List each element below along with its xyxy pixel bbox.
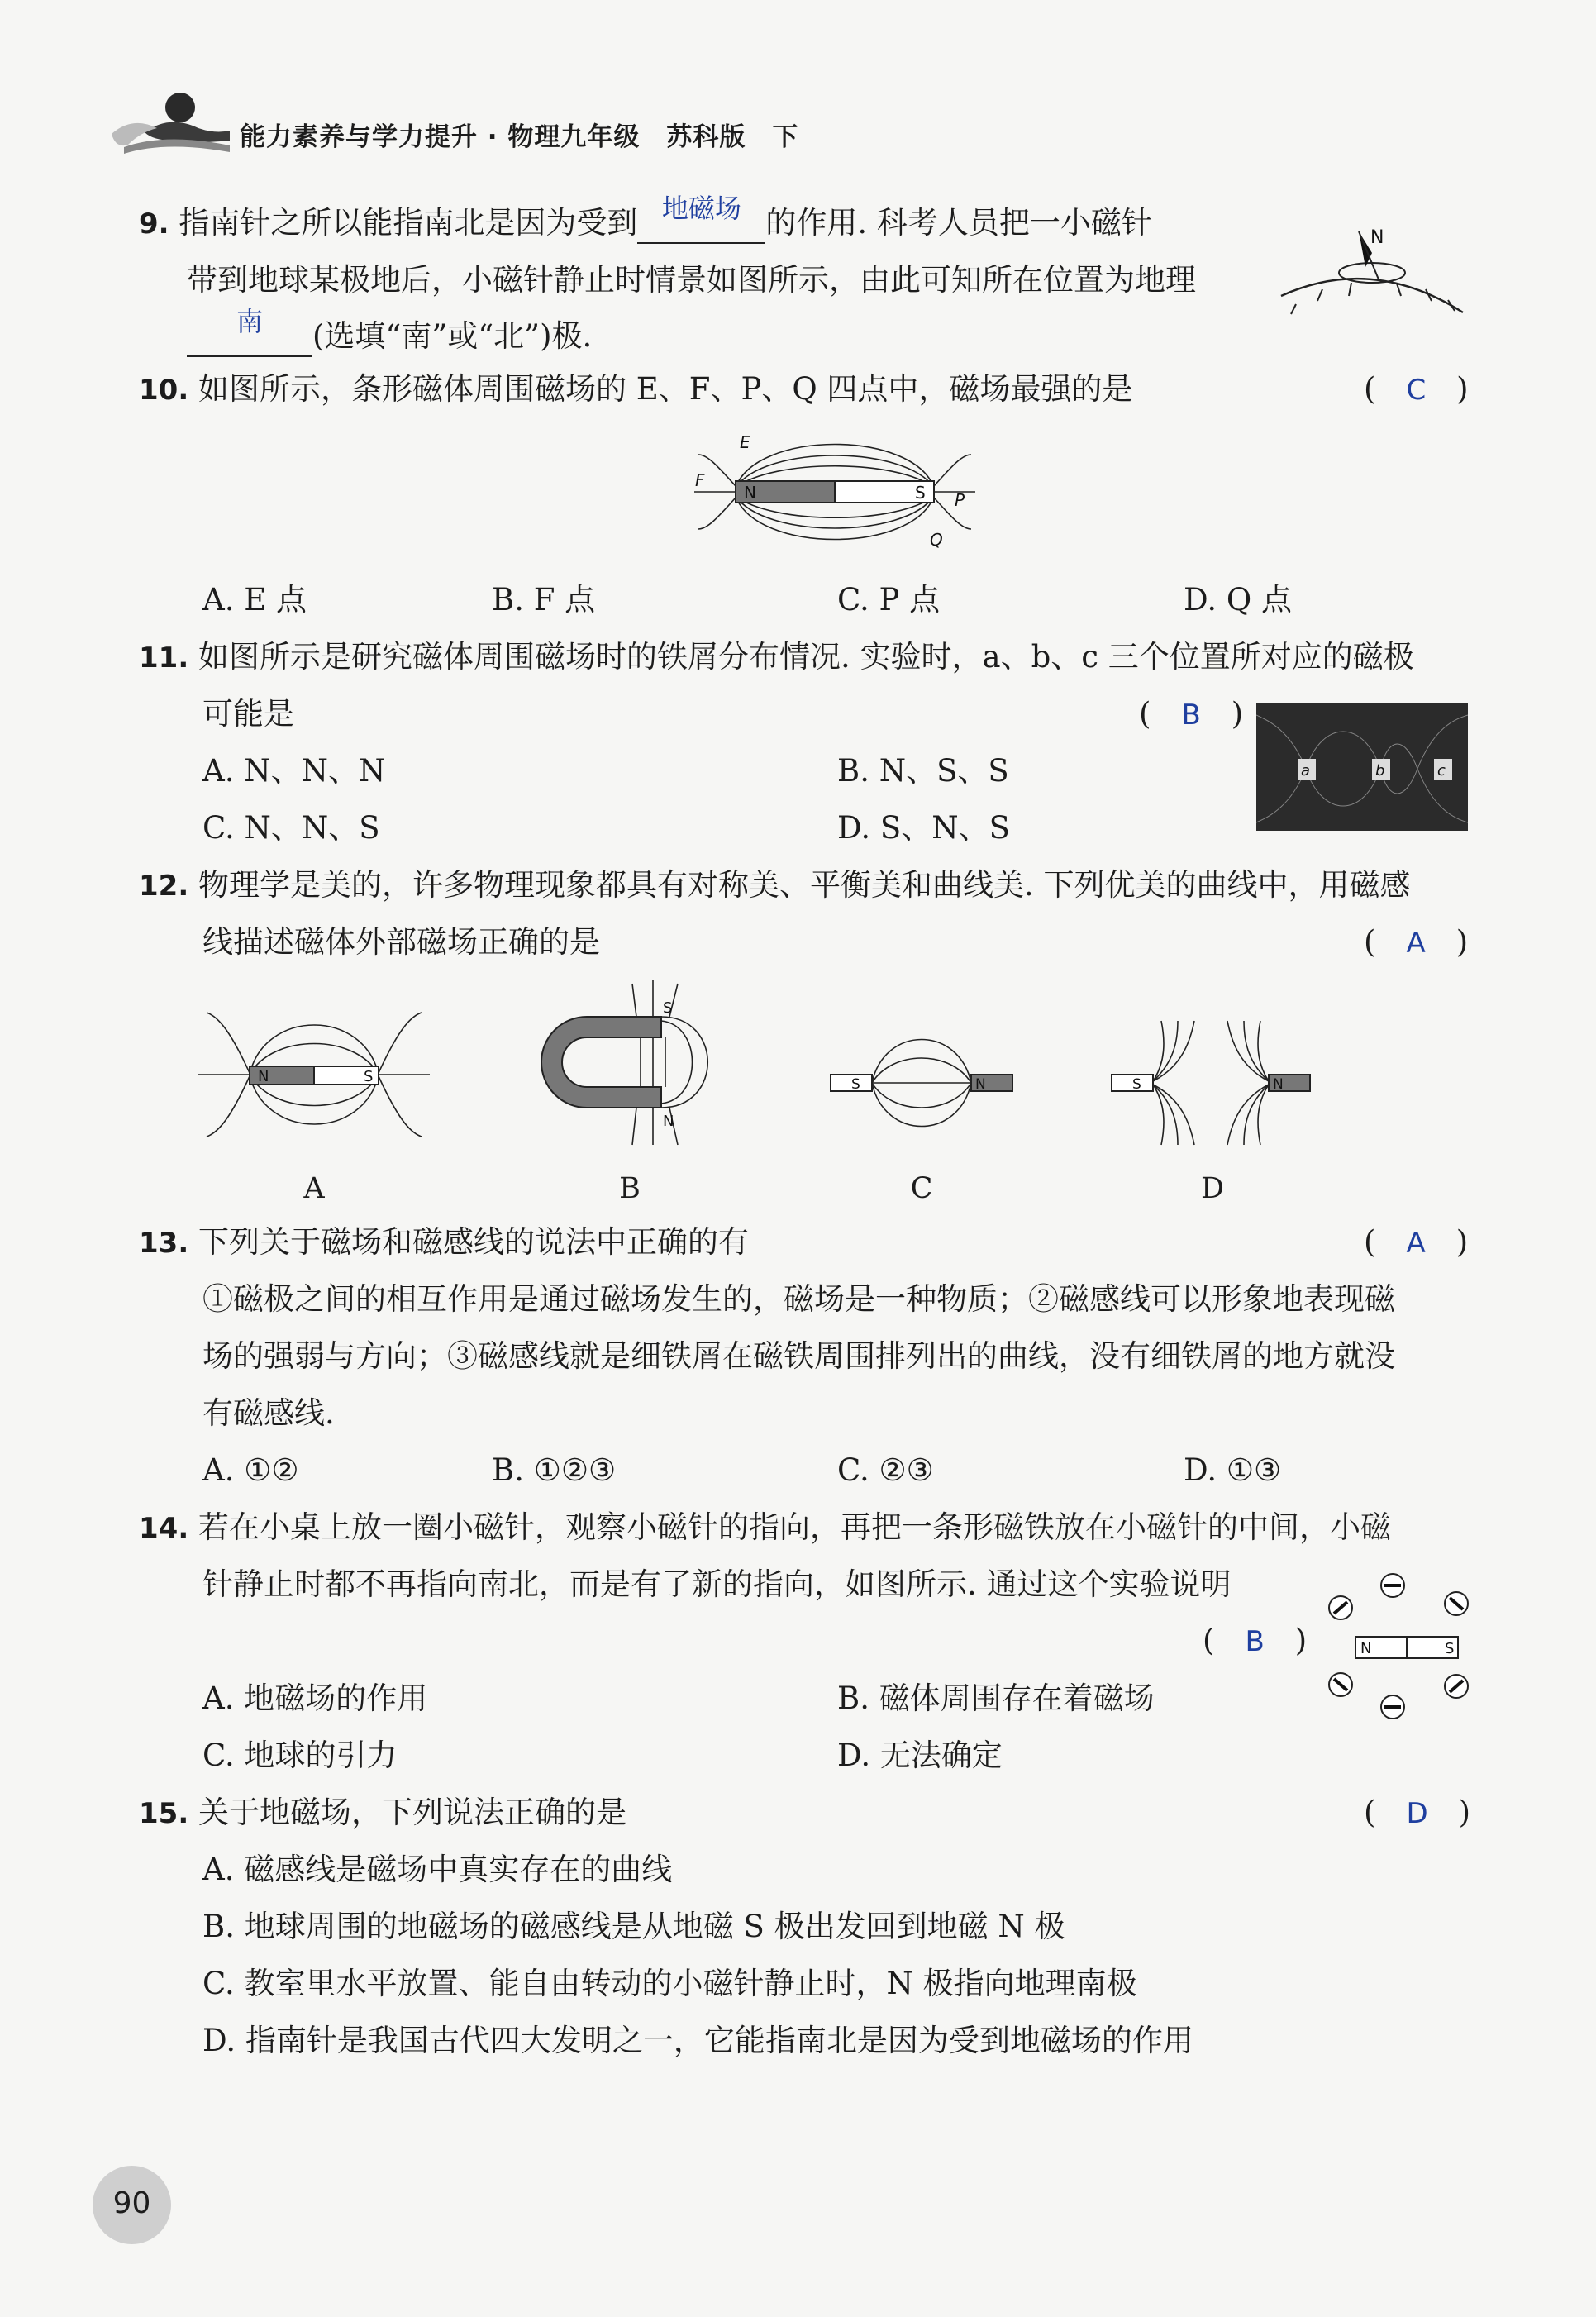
- question-number: 13.: [139, 1227, 189, 1260]
- answer-letter: A: [1406, 927, 1426, 960]
- q13-option-a[interactable]: A. ①②: [202, 1452, 299, 1488]
- q12-figure-c: [827, 1017, 1017, 1149]
- q9-compass-figure: [1273, 222, 1471, 321]
- q14-option-b[interactable]: B. 磁体周围存在着磁场: [837, 1681, 1155, 1716]
- answer-letter: C: [1406, 374, 1427, 407]
- q12-line2: 线描述磁体外部磁场正确的是: [202, 924, 600, 960]
- q9-line3: 南 (选填“南”或“北”)极.: [187, 317, 592, 357]
- pole-s-label: S: [1445, 1640, 1455, 1657]
- answer-blank: 地磁场: [637, 204, 765, 244]
- q11-option-a[interactable]: A. N、N、N: [202, 753, 386, 789]
- pole-n-label: N: [975, 1076, 986, 1093]
- q12-caption-c[interactable]: C: [910, 1172, 933, 1205]
- q13-answer-paren: ( A ): [1364, 1224, 1469, 1260]
- q9-line1: 9. 指南针之所以能指南北是因为受到 地磁场 的作用. 科考人员把一小磁针: [139, 204, 1152, 244]
- q10-bar-magnet-figure: [690, 430, 979, 566]
- q13-option-b[interactable]: B. ①②③: [492, 1452, 617, 1488]
- pole-s-label: S: [364, 1068, 374, 1085]
- q14-compass-ring-figure: [1322, 1571, 1479, 1723]
- q15-option-c[interactable]: C. 教室里水平放置、能自由转动的小磁针静止时，N 极指向地理南极: [202, 1966, 1137, 2001]
- q13-option-c[interactable]: C. ②③: [837, 1452, 934, 1488]
- q12-figure-a: [198, 1000, 430, 1149]
- q12-caption-b[interactable]: B: [619, 1172, 641, 1205]
- page-number: 90: [112, 2186, 151, 2220]
- q15-answer-paren: ( D ): [1364, 1795, 1471, 1830]
- question-number: 9.: [139, 207, 169, 241]
- q15-stem: 15. 关于地磁场，下列说法正确的是: [139, 1795, 626, 1830]
- q10-option-b[interactable]: B. F 点: [492, 582, 596, 617]
- q15-option-b[interactable]: B. 地球周围的地磁场的磁感线是从地磁 S 极出发回到地磁 N 极: [202, 1909, 1065, 1944]
- q13-line4: 有磁感线.: [202, 1395, 335, 1431]
- question-number: 12.: [139, 870, 189, 903]
- q10-stem: 10. 如图所示，条形磁体周围磁场的 E、F、P、Q 四点中，磁场最强的是: [139, 371, 1133, 407]
- q10-option-c[interactable]: C. P 点: [837, 582, 941, 617]
- q14-line2: 针静止时都不再指向南北，而是有了新的指向，如图所示. 通过这个实验说明: [202, 1566, 1232, 1602]
- question-number: 11.: [139, 641, 189, 675]
- pole-a-label: a: [1301, 762, 1311, 779]
- pole-n-label: N: [744, 483, 756, 503]
- q15-option-d[interactable]: D. 指南针是我国古代四大发明之一，它能指南北是因为受到地磁场的作用: [202, 2023, 1193, 2058]
- q14-option-a[interactable]: A. 地磁场的作用: [202, 1681, 428, 1716]
- pole-n-label: N: [663, 1113, 674, 1130]
- q14-answer-paren: ( B ): [1203, 1623, 1308, 1658]
- answer-letter: A: [1406, 1227, 1426, 1260]
- q14-option-d[interactable]: D. 无法确定: [837, 1738, 1003, 1773]
- question-number: 15.: [139, 1797, 189, 1830]
- pole-b-label: b: [1375, 762, 1385, 779]
- q15-option-a[interactable]: A. 磁感线是磁场中真实存在的曲线: [202, 1852, 673, 1887]
- q12-answer-paren: ( A ): [1364, 924, 1469, 960]
- answer-letter: B: [1245, 1625, 1265, 1658]
- q13-line1: 13. 下列关于磁场和磁感线的说法中正确的有: [139, 1224, 749, 1260]
- q12-line1: 12. 物理学是美的，许多物理现象都具有对称美、平衡美和曲线美. 下列优美的曲线中，用磁感: [139, 867, 1411, 903]
- q11-option-b[interactable]: B. N、S、S: [837, 753, 1009, 789]
- q12-figure-b: [521, 975, 736, 1149]
- q11-line2: 可能是: [202, 696, 294, 732]
- point-e-label: E: [740, 432, 750, 452]
- pole-n-label: N: [258, 1068, 269, 1085]
- q11-line1: 11. 如图所示是研究磁体周围磁场时的铁屑分布情况. 实验时，a、b、c 三个位置所对应的磁极: [139, 639, 1414, 675]
- pole-s-label: S: [663, 999, 673, 1017]
- pole-s-label: S: [851, 1076, 860, 1093]
- pole-n-label: N: [1273, 1076, 1284, 1093]
- answer-letter: D: [1406, 1797, 1428, 1830]
- q12-figure-d: [1108, 1017, 1314, 1149]
- question-number: 14.: [139, 1512, 189, 1545]
- q13-line2: ①磁极之间的相互作用是通过磁场发生的，磁场是一种物质；②磁感线可以形象地表现磁: [202, 1281, 1395, 1317]
- point-f-label: F: [695, 470, 705, 490]
- q12-caption-a[interactable]: A: [303, 1172, 325, 1205]
- pole-n-label: N: [1360, 1640, 1372, 1657]
- q11-option-d[interactable]: D. S、N、S: [837, 810, 1010, 846]
- point-q-label: Q: [930, 530, 943, 550]
- header-title: 能力素养与学力提升 · 物理九年级 苏科版 下: [240, 122, 799, 152]
- q9-line2: 带到地球某极地后，小磁针静止时情景如图所示，由此可知所在位置为地理: [187, 262, 1196, 298]
- q13-option-d[interactable]: D. ①③: [1184, 1452, 1282, 1488]
- header-logo-icon: [107, 83, 231, 157]
- pole-s-label: S: [1132, 1076, 1141, 1093]
- q10-answer-paren: ( C ): [1364, 371, 1469, 407]
- q11-iron-filings-photo: [1256, 703, 1468, 831]
- q14-option-c[interactable]: C. 地球的引力: [202, 1738, 398, 1773]
- pole-s-label: S: [915, 483, 926, 503]
- pole-c-label: c: [1437, 762, 1446, 779]
- q12-caption-d[interactable]: D: [1200, 1172, 1225, 1205]
- q11-option-c[interactable]: C. N、N、S: [202, 810, 380, 846]
- question-number: 10.: [139, 374, 189, 407]
- answer-blank: 南: [187, 317, 312, 357]
- q10-option-d[interactable]: D. Q 点: [1184, 582, 1292, 617]
- q10-option-a[interactable]: A. E 点: [202, 582, 307, 617]
- point-p-label: P: [955, 490, 965, 510]
- q11-answer-paren: ( B ): [1139, 696, 1244, 732]
- q13-line3: 场的强弱与方向；③磁感线就是细铁屑在磁铁周围排列出的曲线，没有细铁屑的地方就没: [202, 1338, 1395, 1374]
- answer-letter: B: [1181, 698, 1201, 732]
- north-label: N: [1370, 227, 1384, 248]
- q14-line1: 14. 若在小桌上放一圈小磁针，观察小磁针的指向，再把一条形磁铁放在小磁针的中间，小磁: [139, 1509, 1391, 1545]
